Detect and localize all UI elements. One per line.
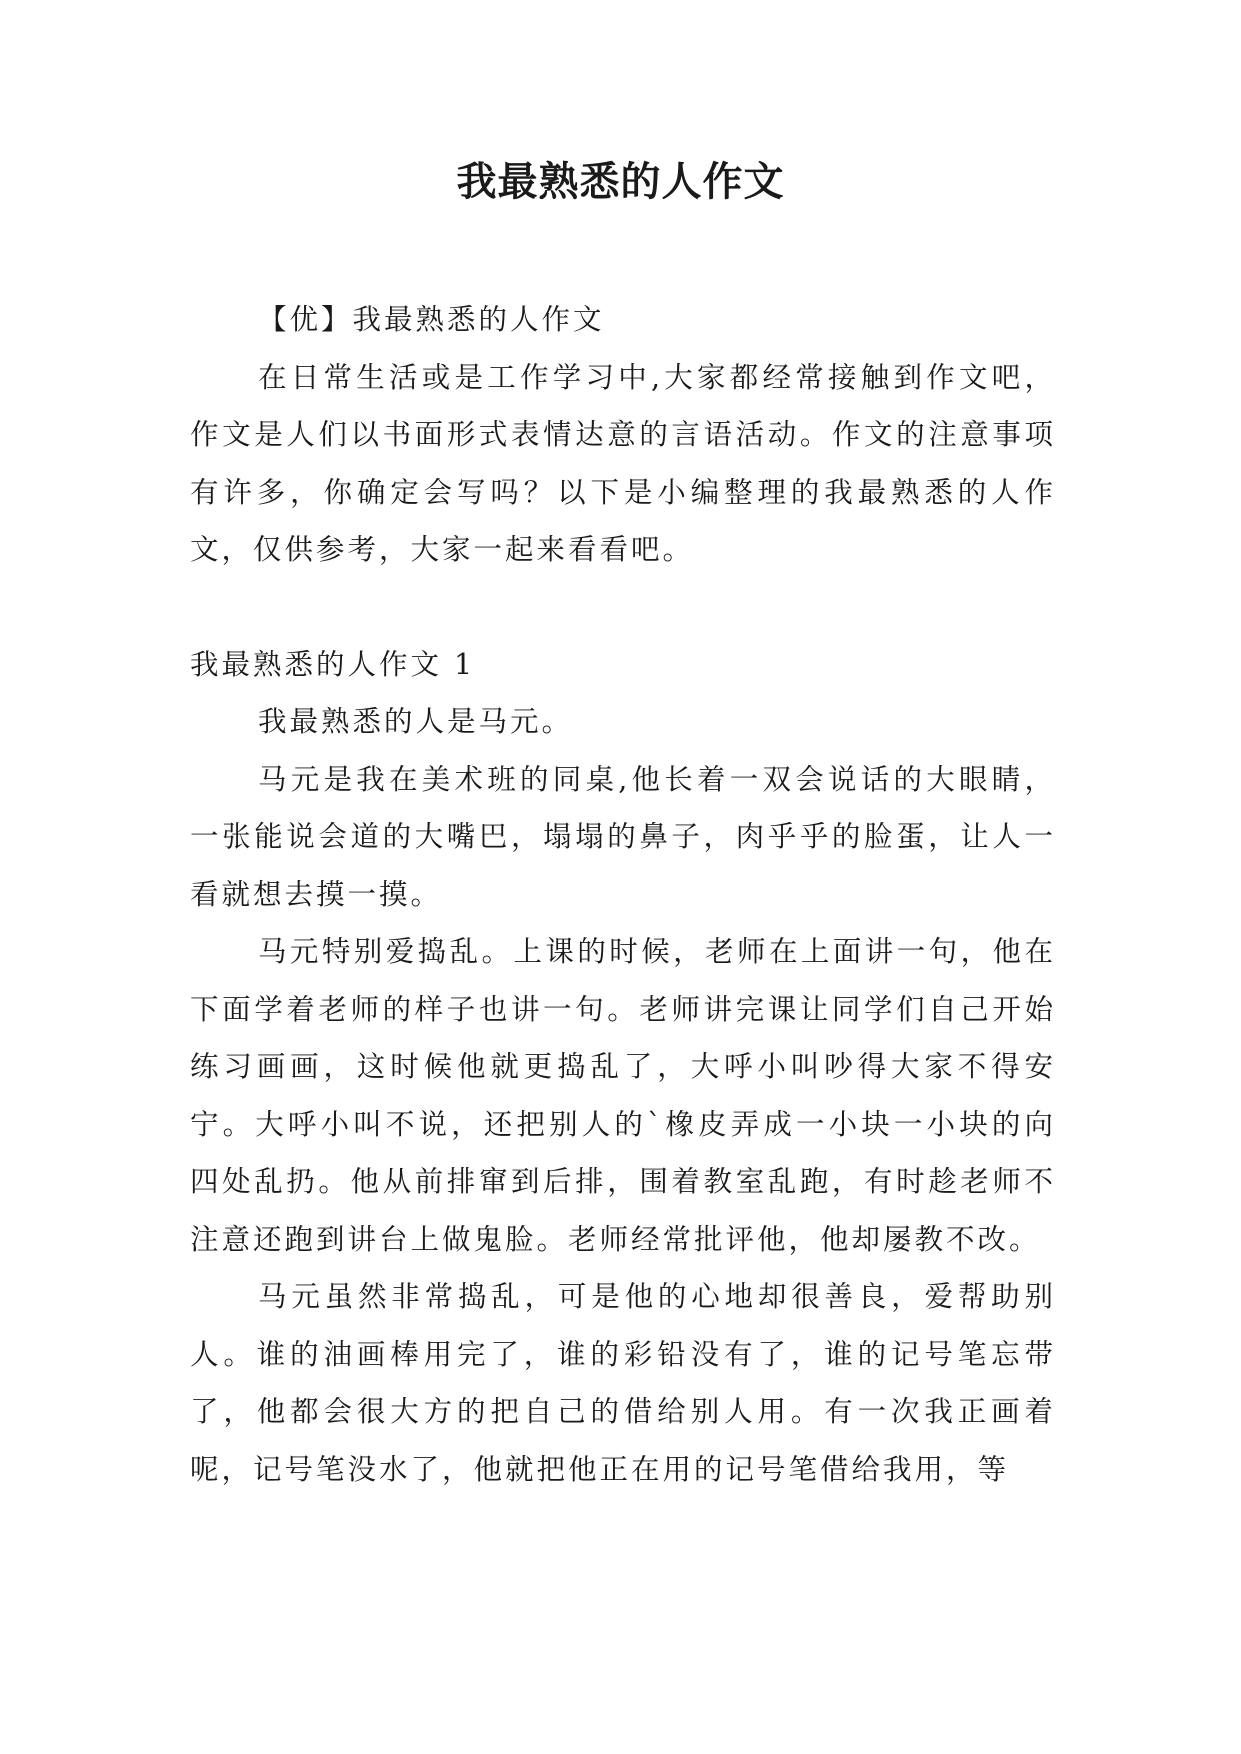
document-title: 我最熟悉的人作文 xyxy=(456,159,785,205)
section-spacer xyxy=(190,579,1056,636)
body-paragraph: 马元虽然非常捣乱，可是他的心地却很善良，爱帮助别人。谁的油画棒用完了，谁的彩铅没有了，谁的记号笔忘带了，他都会很大方的把自己的借给别人用。有一次我正画着呢，记号笔没水了，他就把他正在用的记号笔借给我用，等 xyxy=(190,1280,1056,1486)
section-heading: 我最熟悉的人作文 1 xyxy=(190,647,476,681)
body-paragraph: 马元是我在美术班的同桌,他长着一双会说话的大眼睛，一张能说会道的大嘴巴，塌塌的鼻子，肉乎乎的脸蛋，让人一看就想去摸一摸。 xyxy=(190,762,1056,911)
intro-heading: 【优】我最熟悉的人作文 xyxy=(258,303,605,336)
intro-paragraph: 在日常生活或是工作学习中,大家都经常接触到作文吧，作文是人们以书面形式表情达意的言语活动。作文的注意事项有许多，你确定会写吗？以下是小编整理的我最熟悉的人作文，仅供参考，大家一起来看看吧。 xyxy=(190,360,1056,566)
document-body xyxy=(190,291,1056,1498)
body-paragraph: 马元特别爱捣乱。上课的时候，老师在上面讲一句，他在下面学着老师的样子也讲一句。老师讲完课让同学们自己开始练习画画，这时候他就更捣乱了，大呼小叫吵得大家不得安宁。大呼小叫不说，还把别人的`橡皮弄成一小块一小块的向四处乱扔。他从前排窜到后排，围着教室乱跑，有时趁老师不注意还跑到讲台上做鬼脸。老师经常批评他，他却屡教不改。 xyxy=(190,935,1056,1256)
body-paragraph: 我最熟悉的人是马元。 xyxy=(258,705,574,738)
